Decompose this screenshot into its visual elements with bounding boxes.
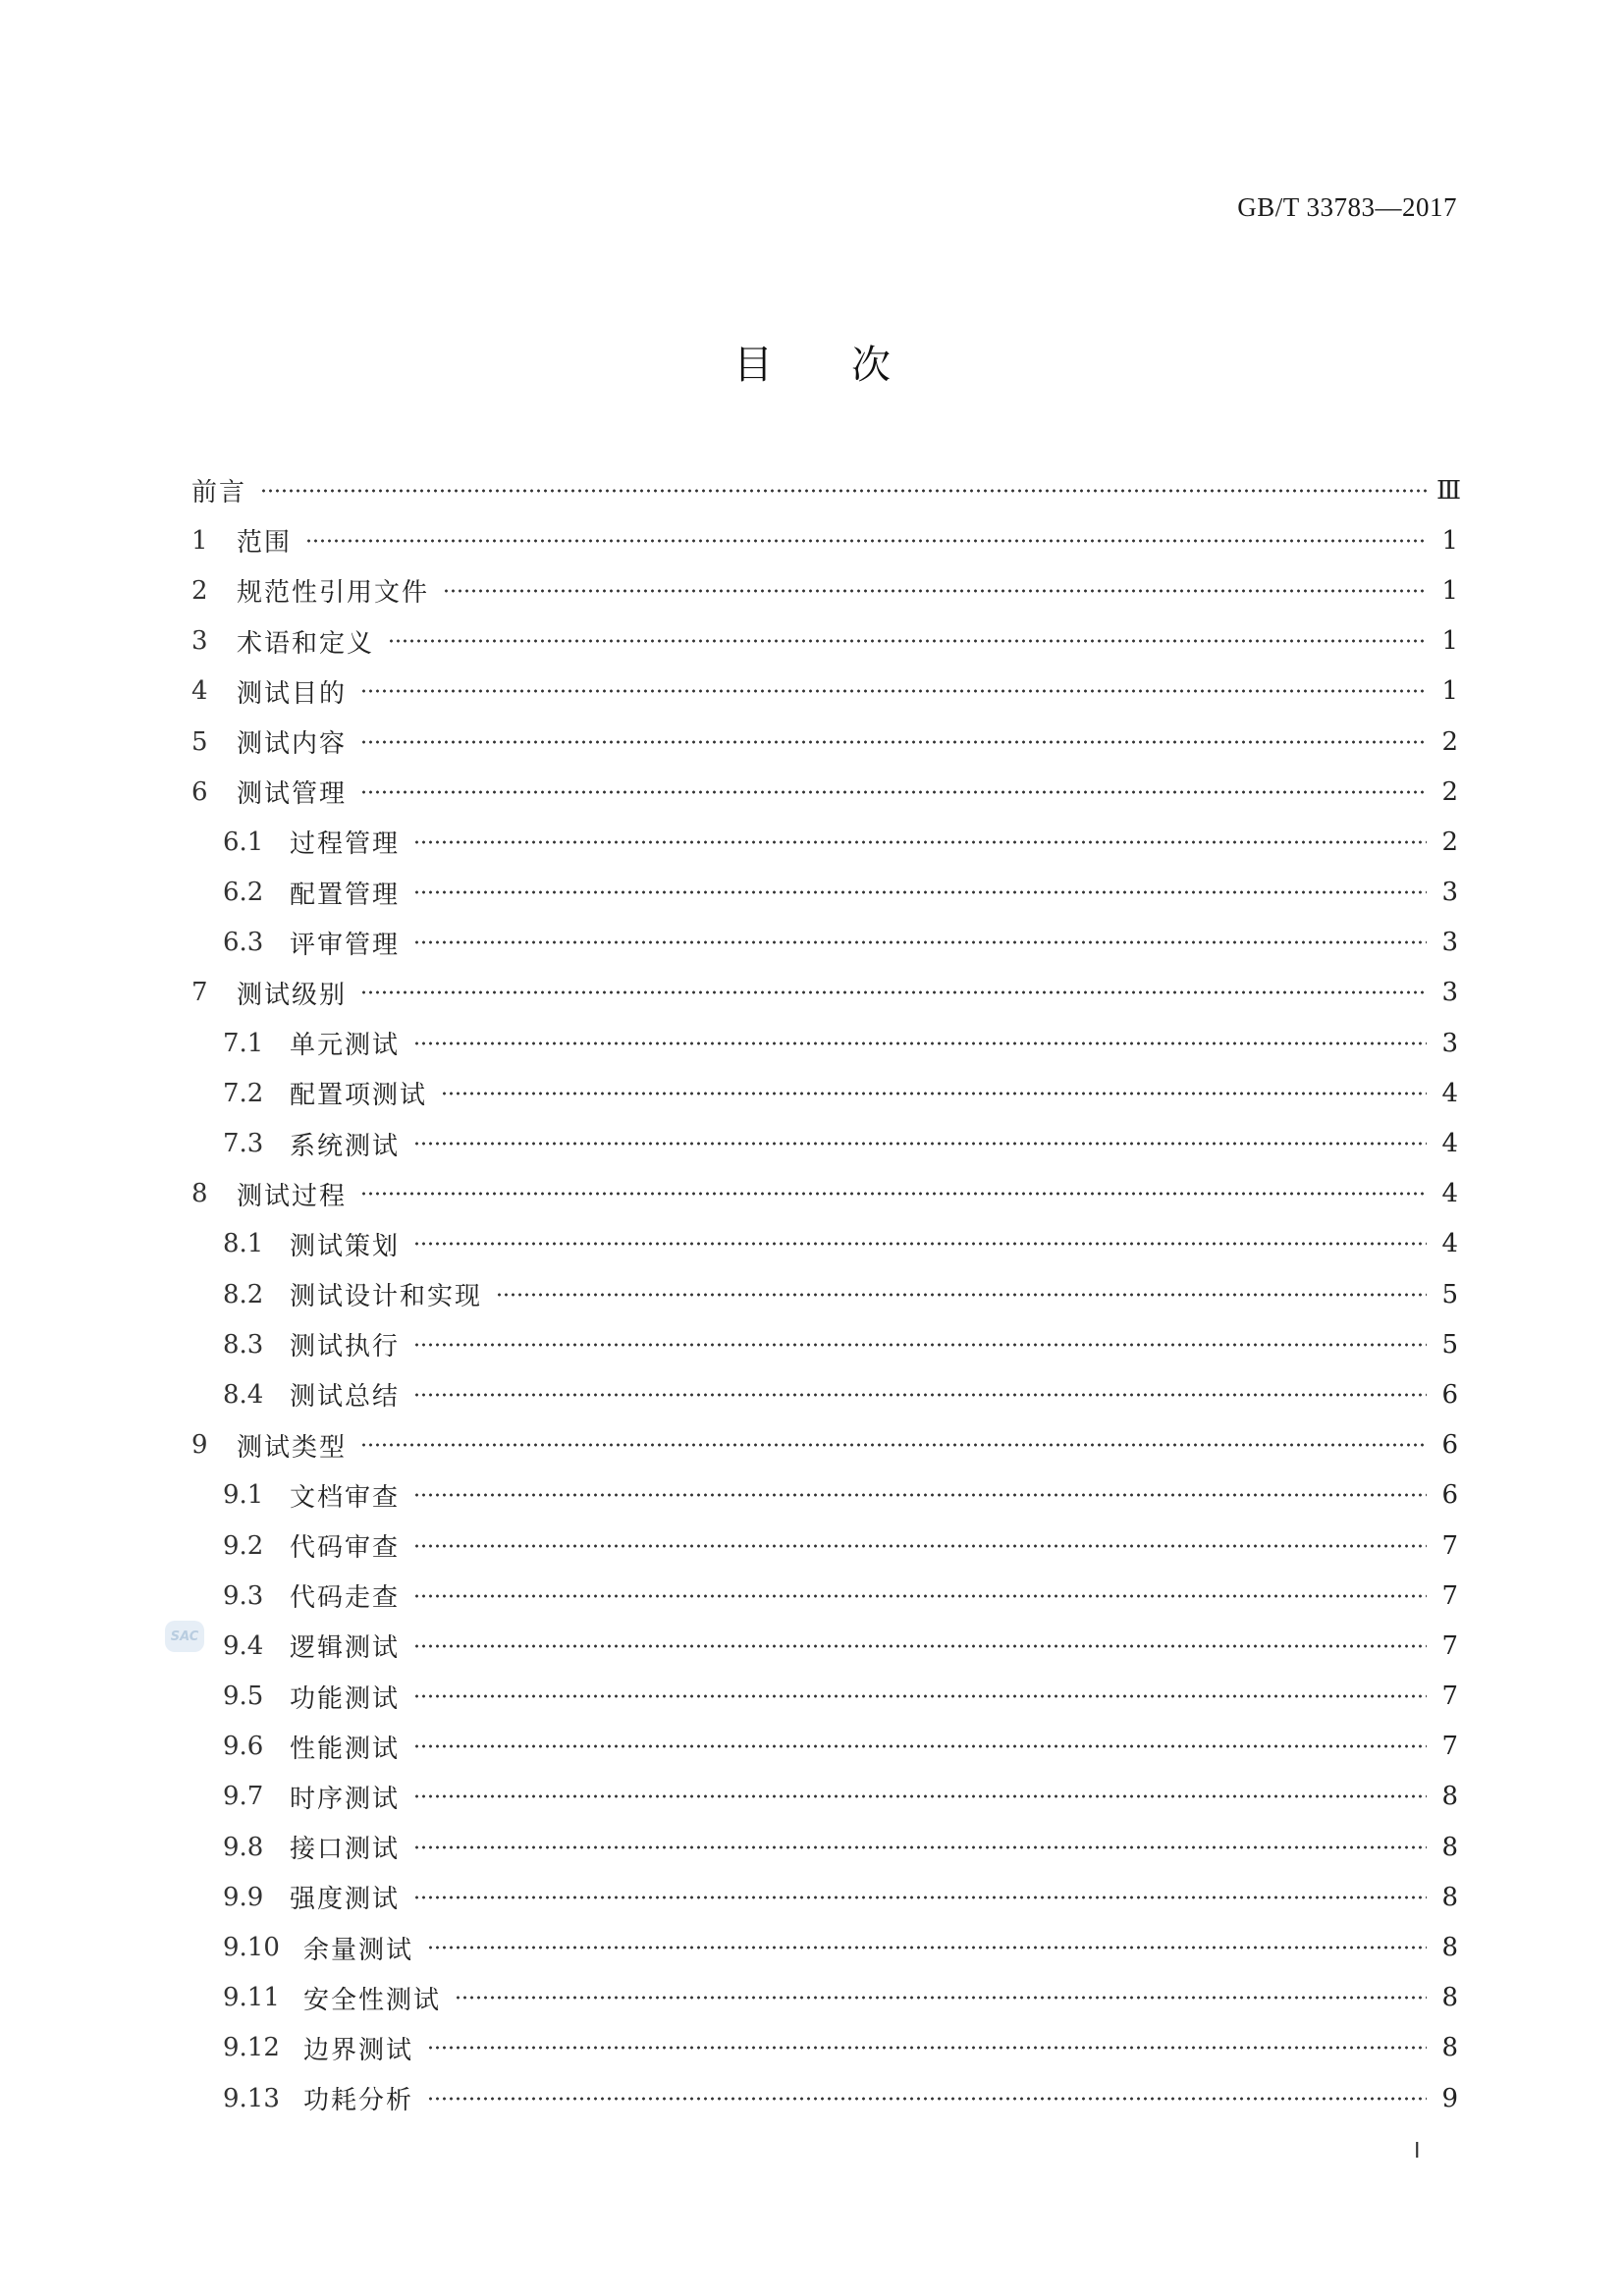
toc-entry[interactable] [191,1722,1458,1772]
dot-leader [413,1744,1427,1748]
toc-entry-page: 8 [1441,1832,1458,1862]
toc-entry-page: 3 [1441,978,1458,1008]
toc-entry-page: 2 [1441,776,1458,807]
toc-entry-number: 8.2 [223,1279,264,1309]
toc-entry[interactable] [191,1018,1458,1068]
dot-leader [413,1493,1427,1497]
toc-entry-number: 7 [191,978,208,1008]
dot-leader [413,1594,1427,1598]
toc-entry-label: 余量测试 [303,1935,414,1965]
dot-leader [360,790,1427,794]
toc-entry-page: Ⅲ [1436,475,1462,506]
dot-leader [413,1896,1427,1899]
toc-entry-number: 6 [191,776,208,807]
toc-entry[interactable] [191,1922,1458,1972]
dot-leader [413,1794,1427,1798]
dot-leader [305,539,1427,543]
toc-entry-page: 5 [1441,1329,1458,1360]
toc-entry-page: 8 [1441,1882,1458,1912]
toc-entry-number: 1 [191,525,208,556]
toc-entry-label: 过程管理 [290,829,401,860]
toc-entry-number: 8.3 [223,1329,264,1360]
page-title: 目 次 [733,343,891,388]
page-number: Ⅰ [1414,2138,1421,2163]
toc-entry-label: 配置管理 [290,880,401,910]
toc-entry-page: 6 [1441,1430,1458,1461]
toc-entry-page: 1 [1441,626,1458,657]
toc-entry-label: 配置项测试 [290,1081,428,1111]
dot-leader [427,1946,1427,1949]
toc-entry-label: 时序测试 [290,1784,401,1814]
toc-entry[interactable] [191,2073,1458,2123]
toc-entry-page: 7 [1441,1630,1458,1661]
toc-entry-label: 测试类型 [237,1432,348,1463]
dot-leader [413,1694,1427,1698]
dot-leader [413,1644,1427,1648]
dot-leader [496,1293,1427,1297]
toc-entry-page: 7 [1441,1732,1458,1762]
toc-entry-number: 9.9 [223,1882,264,1912]
toc-entry-number: 9.12 [223,2033,280,2063]
toc-entry-label: 测试内容 [237,729,348,760]
toc-entry-label: 测试策划 [290,1231,401,1261]
toc-entry[interactable] [191,1822,1458,1872]
toc-entry-page: 2 [1441,827,1458,857]
toc-entry[interactable] [191,1068,1458,1118]
toc-entry[interactable] [191,1319,1458,1369]
toc-entry-number: 9.3 [223,1580,264,1611]
toc-entry-number: 9.2 [223,1530,264,1561]
toc-entry[interactable] [191,616,1458,667]
toc-entry[interactable] [191,565,1458,615]
toc-entry-page: 7 [1441,1682,1458,1712]
toc-entry-number: 6.3 [223,928,264,958]
dot-leader [413,1242,1427,1246]
toc-entry-label: 接口测试 [290,1835,401,1865]
toc-entry[interactable] [191,1420,1458,1470]
toc-entry-number: 9.7 [223,1782,264,1812]
dot-leader [388,639,1427,643]
toc-entry-page: 4 [1441,1129,1458,1159]
toc-entry[interactable] [191,1219,1458,1269]
toc-entry-label: 评审管理 [290,930,401,960]
standard-code: GB/T 33783—2017 [1237,192,1457,222]
toc-entry-label: 边界测试 [303,2035,414,2065]
toc-entry-label: 测试管理 [237,779,348,810]
toc-entry[interactable] [191,667,1458,717]
toc-entry-label: 术语和定义 [237,628,375,659]
toc-entry-page: 1 [1441,575,1458,606]
toc-entry-label: 性能测试 [290,1734,401,1764]
toc-entry[interactable] [191,1118,1458,1168]
toc-entry-page: 1 [1441,676,1458,707]
dot-leader [427,2046,1427,2050]
toc-entry-page: 9 [1441,2083,1458,2113]
toc-entry[interactable] [191,1369,1458,1419]
toc-entry-label: 测试目的 [237,678,348,709]
toc-entry-label: 测试总结 [290,1382,401,1413]
toc-entry-number: 6.2 [223,878,264,908]
toc-entry[interactable] [191,1169,1458,1219]
toc-entry[interactable] [191,1521,1458,1571]
toc-entry[interactable] [191,817,1458,867]
toc-entry-page: 8 [1441,1782,1458,1812]
toc-entry-number: 4 [191,676,208,707]
toc-entry[interactable] [191,1269,1458,1319]
toc-entry-number: 5 [191,726,208,757]
dot-leader [441,1092,1427,1095]
toc-entry-number: 7.3 [223,1129,264,1159]
dot-leader [413,840,1427,844]
dot-leader [260,489,1427,493]
dot-leader [360,689,1427,693]
toc-entry-page: 1 [1441,525,1458,556]
toc-entry-label: 功能测试 [290,1683,401,1714]
toc-entry-label: 测试级别 [237,980,348,1010]
dot-leader [360,1192,1427,1196]
dot-leader [413,1343,1427,1347]
toc-entry-page: 6 [1441,1379,1458,1410]
toc-entry-number: 9 [191,1430,208,1461]
toc-entry-number: 7.1 [223,1028,264,1058]
toc-entry-number: 9.1 [223,1480,264,1511]
toc-entry-label: 单元测试 [290,1031,401,1061]
toc-entry-number: 8 [191,1179,208,1209]
toc-entry[interactable] [191,1872,1458,1922]
toc-entry-page: 5 [1441,1279,1458,1309]
toc-entry-page: 8 [1441,2033,1458,2063]
toc-entry-page: 3 [1441,878,1458,908]
toc-entry-page: 8 [1441,1983,1458,2013]
dot-leader [443,589,1427,593]
dot-leader [413,1142,1427,1146]
dot-leader [413,890,1427,894]
toc-entry-number: 7.2 [223,1078,264,1108]
toc-entry-number: 8.1 [223,1229,264,1259]
toc-entry-label: 规范性引用文件 [237,578,430,609]
toc-entry-number: 6.1 [223,827,264,857]
toc-entry[interactable] [191,1973,1458,2023]
toc-entry[interactable] [191,767,1458,817]
toc-entry[interactable] [191,1772,1458,1822]
toc-entry-label: 代码走查 [290,1583,401,1614]
toc-entry-number: 9.10 [223,1933,280,1963]
toc-entry-page: 2 [1441,726,1458,757]
toc-entry-label: 范围 [237,528,293,559]
dot-leader [360,740,1427,744]
dot-leader [413,1393,1427,1397]
toc-entry-page: 4 [1441,1179,1458,1209]
sac-watermark-logo: SAC [165,1621,204,1652]
toc-entry-label: 强度测试 [290,1885,401,1915]
toc-entry[interactable] [191,1621,1458,1671]
toc-entry[interactable] [191,1672,1458,1722]
dot-leader [455,1996,1427,2000]
toc-entry[interactable] [191,2023,1458,2073]
toc-entry[interactable] [191,465,1462,515]
toc-entry[interactable] [191,868,1458,918]
dot-leader [413,1845,1427,1849]
toc-entry-label: 代码审查 [290,1533,401,1564]
toc-entry-page: 6 [1441,1480,1458,1511]
toc-entry-page: 3 [1441,1028,1458,1058]
toc-entry-label: 文档审查 [290,1482,401,1513]
toc-entry-page: 7 [1441,1530,1458,1561]
toc-entry-number: 3 [191,626,208,657]
toc-entry-label: 安全性测试 [303,1985,442,2015]
toc-entry-page: 8 [1441,1933,1458,1963]
toc-entry-number: 2 [191,575,208,606]
toc-entry[interactable] [191,918,1458,968]
toc-entry-label: 功耗分析 [303,2086,414,2116]
toc-entry[interactable] [191,1571,1458,1621]
toc-entry[interactable] [191,717,1458,767]
dot-leader [413,940,1427,944]
toc-entry-label: 系统测试 [290,1131,401,1161]
toc-entry-page: 4 [1441,1078,1458,1108]
toc-entry[interactable] [191,968,1458,1018]
toc-entry-number: 9.8 [223,1832,264,1862]
dot-leader [360,990,1427,994]
toc-entry-number: 9.6 [223,1732,264,1762]
toc-entry-label: 测试过程 [237,1181,348,1211]
toc-entry-label: 前言 [191,478,247,508]
dot-leader [427,2097,1427,2101]
toc-entry-page: 3 [1441,928,1458,958]
table-of-contents [191,465,1462,2123]
toc-entry-number: 8.4 [223,1379,264,1410]
toc-entry-number: 9.5 [223,1682,264,1712]
toc-entry-label: 测试执行 [290,1332,401,1362]
dot-leader [413,1544,1427,1548]
toc-entry-page: 4 [1441,1229,1458,1259]
toc-entry-label: 逻辑测试 [290,1633,401,1664]
toc-entry[interactable] [191,1470,1458,1521]
dot-leader [360,1443,1427,1447]
toc-entry[interactable] [191,515,1458,565]
toc-entry-label: 测试设计和实现 [290,1282,483,1312]
toc-entry-number: 9.11 [223,1983,280,2013]
toc-entry-page: 7 [1441,1580,1458,1611]
dot-leader [413,1041,1427,1045]
toc-entry-number: 9.13 [223,2083,280,2113]
toc-entry-number: 9.4 [223,1630,264,1661]
